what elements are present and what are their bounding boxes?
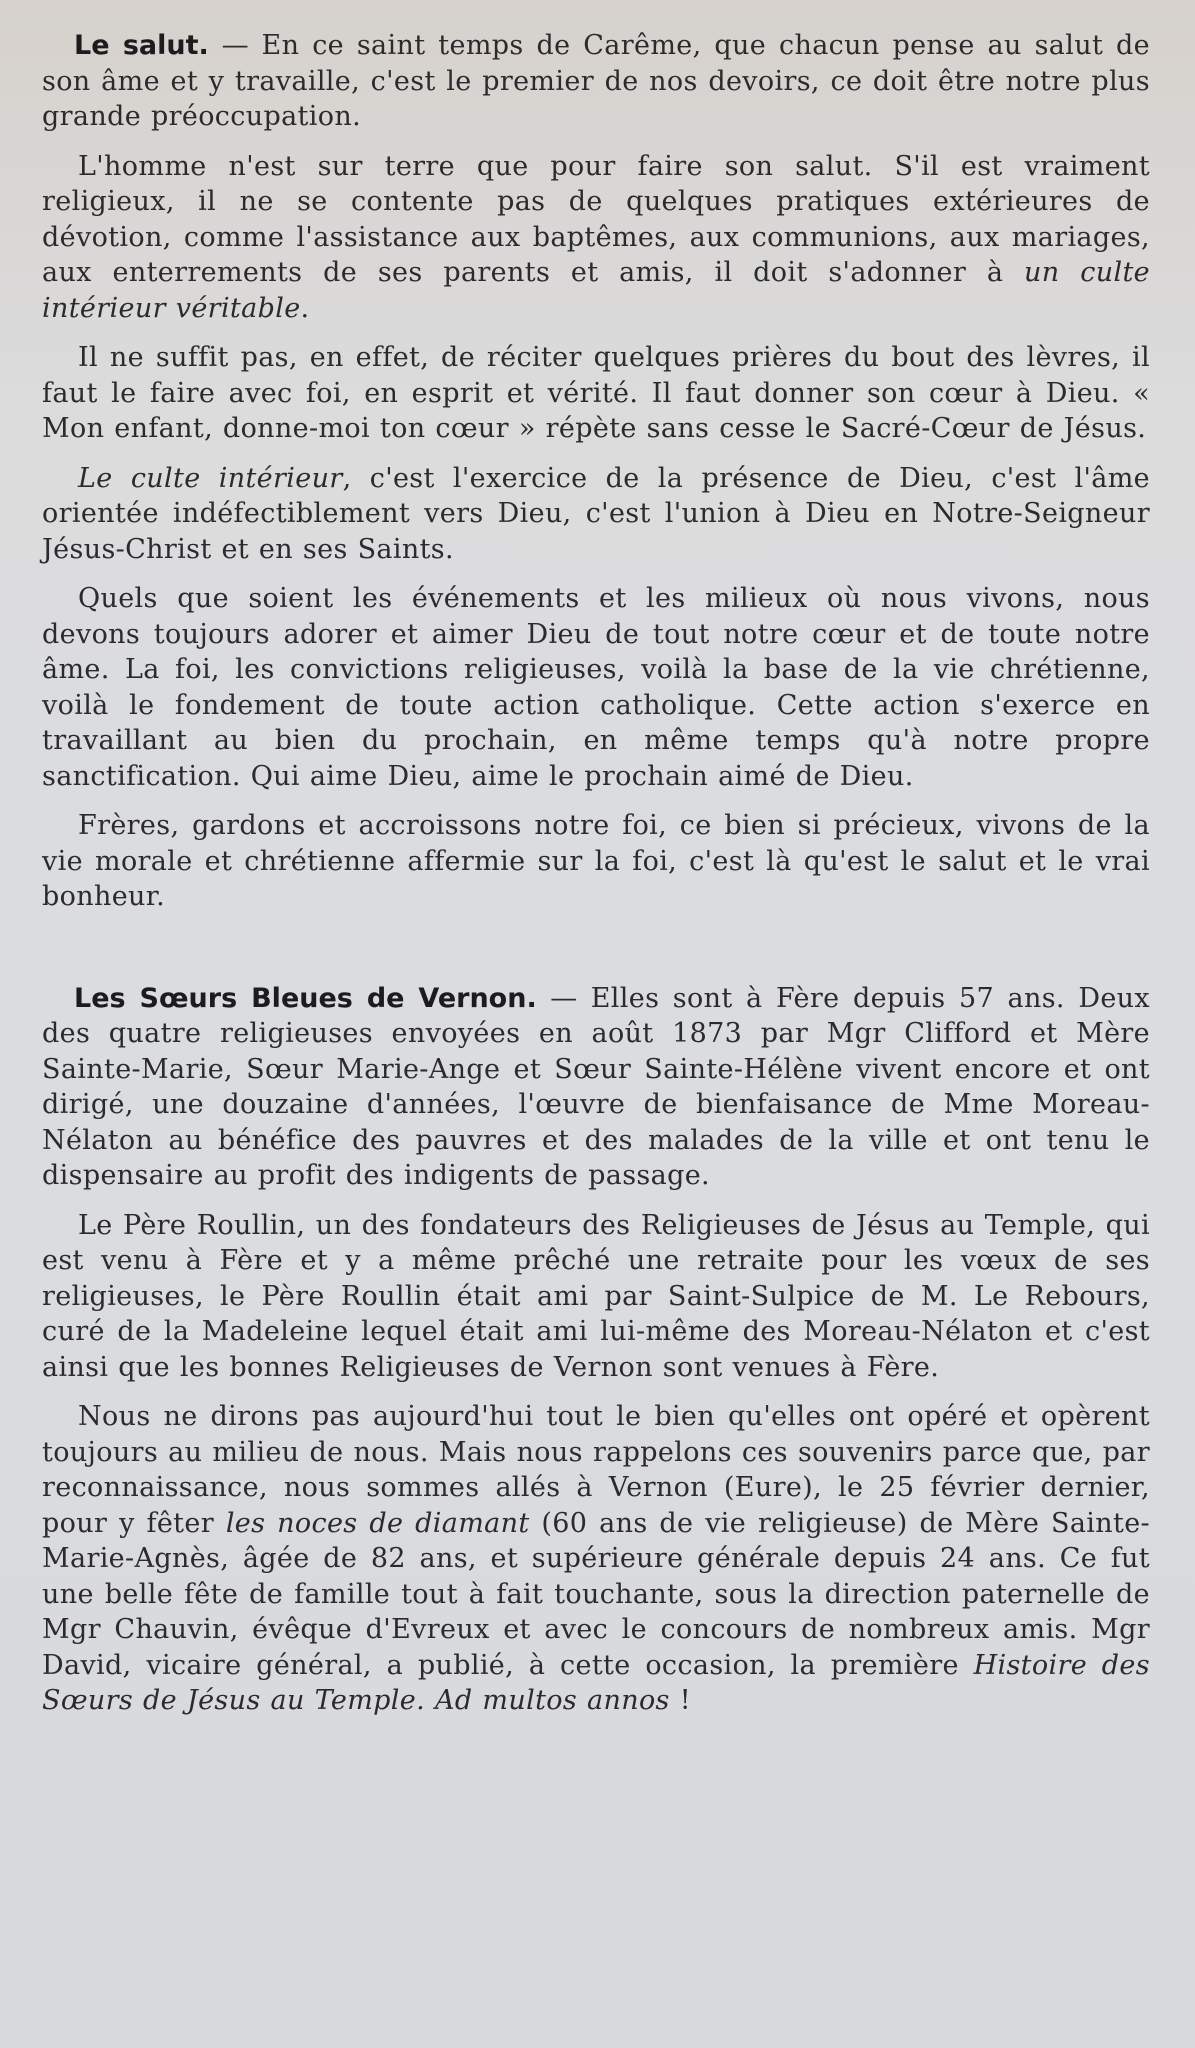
paragraph-text: En ce saint temps de Carême, que chacun pense au salut de son âme et y travaille, c'est le premier de nos devoirs, ce doit être notre plus grande préoccupation.: [42, 30, 1151, 132]
paragraph-text: Elles sont à Fère depuis 57 ans. Deux des quatre religieuses envoyées en août 1873 par Mgr Clifford et Mère Sainte-Marie, Sœur Marie-Ange et Sœur Sainte-Hélène vivent encore et ont dirigé, une douzaine d'années, l'œuvre de bienfaisance de Mme Moreau-Nélaton au bénéfice des pauvres et des malades de la ville et ont tenu le dispensaire au profit des indigents de passage.: [42, 982, 1150, 1191]
section-heading: Les Sœurs Bleues de Vernon.: [74, 982, 537, 1014]
paragraph-text: Frères, gardons et accroissons notre foi, ce bien si précieux, vivons de la vie morale et chrétienne affermie sur la foi, c'est là qu'est le salut et le vrai bonheur.: [42, 810, 1150, 912]
paragraph-1: [42, 28, 1150, 135]
paragraph-2: [42, 149, 1150, 327]
paragraph-text: (60 ans de vie religieuse) de Mère Sainte-Marie-Agnès, âgée de 82 ans, et supérieure générale depuis 24 ans. Ce fut une belle fête de famille tout à fait touchante, sous la direction paternelle de Mgr Chauvin, évêque d'Evreux et avec le concours de nombreux amis. Mgr David, vicaire général, a publié, à cette occasion, la première: [42, 1507, 1151, 1681]
paragraph-text: Il ne suffit pas, en effet, de réciter quelques prières du bout des lèvres, il faut le faire avec foi, en esprit et vérité. Il faut donner son cœur à Dieu. « Mon enfant, donne-moi ton cœur » répète sans cesse le Sacré-Cœur de Jésus.: [42, 342, 1150, 444]
paragraph-6: [42, 808, 1150, 915]
paragraph-3: [42, 340, 1150, 447]
em-dash: —: [221, 30, 249, 61]
paragraph-text: Nous ne dirons pas aujourd'hui tout le bien qu'elles ont opéré et opèrent toujours au milieu de nous. Mais nous rappelons ces souvenirs parce que, par reconnaissance, nous sommes allés à Vernon (Eure), le 25 février dernier, pour y fêter: [42, 1401, 1150, 1539]
paragraph-2: [42, 1208, 1150, 1386]
paragraph-4: [42, 461, 1150, 568]
paragraph-text: Le Père Roullin, un des fondateurs des Religieuses de Jésus au Temple, qui est venu à Fère et y a même prêché une retraite pour les vœux de ses religieuses, le Père Roullin était ami par Saint-Sulpice de M. Le Rebours, curé de la Madeleine lequel était ami lui-même des Moreau-Nélaton et c'est ainsi que les bonnes Religieuses de Vernon sont venues à Fère.: [42, 1209, 1150, 1383]
paragraph-text: L'homme n'est sur terre que pour faire son salut. S'il est vraiment religieux, il ne se contente pas de quelques pratiques extérieures de dévotion, comme l'assistance aux baptêmes, aux communions, aux mariages, aux enterrements de ses parents et amis, il doit s'adonner à: [42, 150, 1150, 288]
italic-text: un culte intérieur véritable: [42, 257, 1150, 324]
em-dash: —: [550, 982, 578, 1014]
paragraph-text: , c'est l'exercice de la présence de Dieu, c'est l'âme orientée indéfectiblement vers Dieu, c'est l'union à Dieu en Notre-Seigneur Jésus-Christ et en ses Saints.: [42, 462, 1150, 565]
paragraph-5: [42, 581, 1150, 794]
section-soeurs-bleues: [42, 981, 1150, 1719]
italic-text: les noces de diamant: [225, 1507, 530, 1539]
paragraph-text: .: [300, 292, 310, 324]
paragraph-text: !: [669, 1685, 691, 1716]
paragraph-1: [42, 981, 1150, 1194]
paragraph-text: Quels que soient les événements et les milieux où nous vivons, nous devons toujours adorer et aimer Dieu de tout notre cœur et de toute notre âme. La foi, les convictions religieuses, voilà la base de la vie chrétienne, voilà le fondement de toute action catholique. Cette action s'exerce en travaillant au bien du prochain, en même temps qu'à notre propre sanctification. Qui aime Dieu, aime le prochain aimé de Dieu.: [42, 583, 1150, 792]
paragraph-3: [42, 1399, 1150, 1719]
italic-text: Le culte intérieur: [78, 462, 343, 494]
section-le-salut: [42, 28, 1150, 915]
section-heading: Le salut.: [74, 30, 209, 61]
italic-text: Histoire des Sœurs de Jésus au Temple. Ad multos annos: [42, 1649, 1150, 1716]
